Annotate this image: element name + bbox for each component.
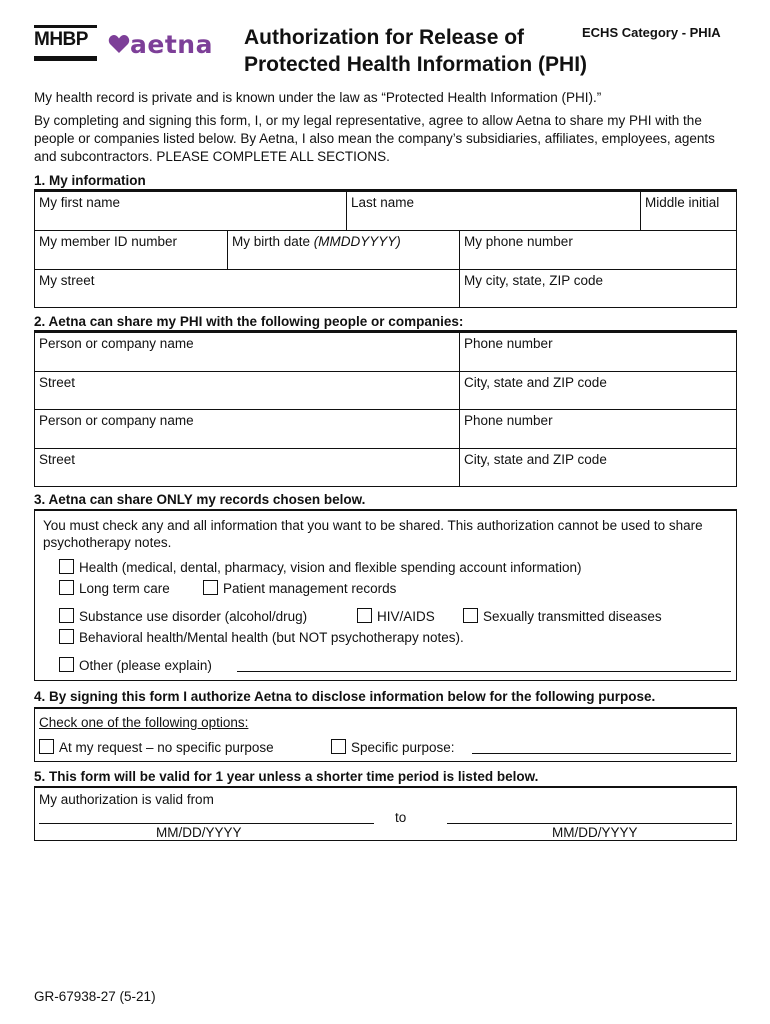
heart-icon	[108, 34, 130, 54]
member-id-label: My member ID number	[39, 234, 178, 249]
person-company-name-field-1[interactable]	[34, 332, 460, 372]
valid-to-date-format: MM/DD/YYYY	[552, 825, 638, 840]
valid-from-date-line[interactable]	[39, 823, 374, 824]
person-company-label: Person or company name	[39, 413, 194, 428]
section-4-box	[34, 707, 737, 762]
city-state-zip-field-2[interactable]	[459, 448, 737, 487]
form-title: Authorization for Release of Protected Health Information (PHI)	[244, 26, 588, 76]
to-label: to	[395, 810, 407, 825]
option-at-my-request[interactable]: At my request – no specific purpose	[39, 739, 274, 755]
street-label: My street	[39, 273, 95, 288]
option-long-term-care[interactable]: Long term care	[59, 580, 170, 596]
section-1-heading: 1. My information	[34, 173, 146, 188]
city-state-zip-field-1[interactable]	[459, 371, 737, 410]
option-patient-management[interactable]: Patient management records	[203, 580, 396, 596]
section-3-instruction: You must check any and all information that you want to be shared. This authorization cannot be used to share psychotherapy notes.	[43, 518, 703, 550]
street-label: Street	[39, 375, 76, 390]
street-field[interactable]	[34, 269, 460, 308]
street-field-1[interactable]	[34, 371, 460, 410]
long-term-care-checkbox[interactable]	[59, 580, 74, 595]
category-label: ECHS Category - PHIA	[582, 25, 721, 40]
phone-field[interactable]	[459, 230, 737, 270]
specific-purpose-line[interactable]	[472, 753, 731, 754]
specific-purpose-checkbox[interactable]	[331, 739, 346, 754]
section-2-table	[34, 330, 737, 485]
person-company-label: Person or company name	[39, 336, 194, 351]
birth-date-format: (MMDDYYYY)	[313, 234, 401, 249]
intro-paragraph-2: By completing and signing this form, I, or my legal representative, agree to allow Aetna to share my PHI with the people or companies listed below. By Aetna, I also mean the company’s subsidiaries, affiliates, employees, agents and subcontractors. PLEASE COMPLETE ALL SECTIONS.	[34, 113, 715, 164]
valid-from-date-format: MM/DD/YYYY	[156, 825, 242, 840]
option-std[interactable]: Sexually transmitted diseases	[463, 608, 662, 624]
health-checkbox[interactable]	[59, 559, 74, 574]
member-id-field[interactable]	[34, 230, 228, 270]
phone-number-label: Phone number	[464, 413, 553, 428]
street-field-2[interactable]	[34, 448, 460, 487]
birth-date-label: My birth date	[232, 234, 314, 249]
middle-initial-label: Middle initial	[645, 195, 720, 210]
person-company-name-field-2[interactable]	[34, 409, 460, 449]
valid-to-date-line[interactable]	[447, 823, 732, 824]
birth-date-field[interactable]	[227, 230, 460, 270]
phone-number-label: Phone number	[464, 336, 553, 351]
hiv-aids-checkbox[interactable]	[357, 608, 372, 623]
section-5-box	[34, 786, 737, 841]
middle-initial-field[interactable]	[640, 191, 737, 231]
option-health[interactable]: Health (medical, dental, pharmacy, vision and flexible spending account information)	[59, 559, 582, 575]
option-specific-purpose[interactable]: Specific purpose:	[331, 739, 455, 755]
option-hiv-aids[interactable]: HIV/AIDS	[357, 608, 435, 624]
first-name-field[interactable]	[34, 191, 347, 231]
city-state-zip-field[interactable]	[459, 269, 737, 308]
phone-label: My phone number	[464, 234, 573, 249]
city-state-zip-label: City, state and ZIP code	[464, 375, 607, 390]
last-name-field[interactable]	[346, 191, 641, 231]
at-my-request-checkbox[interactable]	[39, 739, 54, 754]
intro-paragraph-1: My health record is private and is known under the law as “Protected Health Information (PHI).”	[34, 90, 602, 105]
city-state-zip-label: City, state and ZIP code	[464, 452, 607, 467]
patient-management-checkbox[interactable]	[203, 580, 218, 595]
section-2-heading: 2. Aetna can share my PHI with the following people or companies:	[34, 314, 464, 329]
form-number: GR-67938-27 (5-21)	[34, 989, 156, 1004]
option-behavioral-health[interactable]: Behavioral health/Mental health (but NOT psychotherapy notes).	[59, 629, 464, 645]
section-3-heading: 3. Aetna can share ONLY my records chosen below.	[34, 492, 366, 507]
section-5-heading: 5. This form will be valid for 1 year unless a shorter time period is listed below.	[34, 769, 539, 784]
behavioral-health-checkbox[interactable]	[59, 629, 74, 644]
other-explain-line[interactable]	[237, 671, 731, 672]
city-state-zip-label: My city, state, ZIP code	[464, 273, 604, 288]
substance-use-checkbox[interactable]	[59, 608, 74, 623]
option-substance-use[interactable]: Substance use disorder (alcohol/drug)	[59, 608, 307, 624]
aetna-logo: aetna	[108, 27, 213, 61]
phone-number-field-1[interactable]	[459, 332, 737, 372]
other-checkbox[interactable]	[59, 657, 74, 672]
mhbp-logo: MHBP	[34, 25, 98, 61]
section-4-instruction: Check one of the following options:	[39, 715, 249, 730]
option-other[interactable]: Other (please explain)	[59, 657, 212, 673]
street-label: Street	[39, 452, 76, 467]
std-checkbox[interactable]	[463, 608, 478, 623]
section-1-table	[34, 189, 737, 306]
section-3-box	[34, 509, 737, 681]
first-name-label: My first name	[39, 195, 121, 210]
phone-number-field-2[interactable]	[459, 409, 737, 449]
section-4-heading: 4. By signing this form I authorize Aetna to disclose information below for the following purpose.	[34, 689, 656, 704]
last-name-label: Last name	[351, 195, 415, 210]
valid-from-label: My authorization is valid from	[39, 792, 214, 807]
